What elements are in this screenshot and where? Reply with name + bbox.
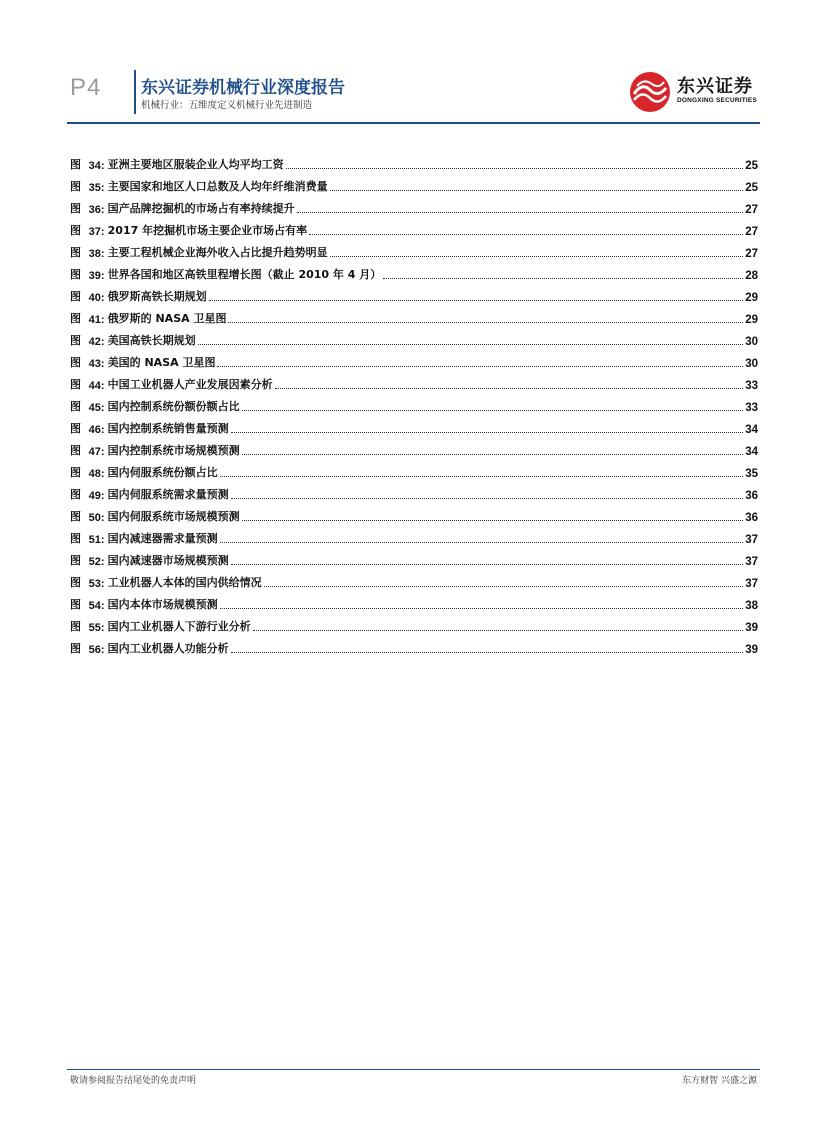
- toc-entry[interactable]: [70, 238, 758, 260]
- toc-page-number: 34: [745, 424, 758, 436]
- toc-entry[interactable]: [70, 480, 758, 502]
- toc-entry-title: 主要国家和地区人口总数及人均年纤维消费量: [107, 180, 328, 193]
- toc-dot-leader: [264, 585, 744, 587]
- toc-figure-number: 44:: [88, 380, 105, 392]
- toc-figure-number: 47:: [88, 446, 105, 458]
- toc-dot-leader: [286, 167, 744, 169]
- footer-rule: [67, 1069, 760, 1070]
- toc-page-number: 39: [745, 622, 758, 634]
- toc-entry[interactable]: [70, 172, 758, 194]
- toc-dot-leader: [309, 233, 743, 235]
- toc-entry-title: 国内减速器市场规模预测: [107, 554, 229, 567]
- toc-figure-number: 53:: [88, 578, 105, 590]
- toc-spacer: [81, 247, 89, 260]
- toc-prefix: 图: [70, 642, 81, 655]
- toc-figure-number: 38:: [88, 248, 105, 260]
- toc-spacer: [81, 335, 89, 348]
- toc-figure-number: 45:: [88, 402, 105, 414]
- toc-spacer: [81, 577, 89, 590]
- toc-figure-number: 52:: [88, 556, 105, 568]
- toc-dot-leader: [231, 497, 744, 499]
- toc-entry-title: 俄罗斯高铁长期规划: [107, 290, 207, 303]
- toc-entry[interactable]: [70, 392, 758, 414]
- toc-figure-number: 40:: [88, 292, 105, 304]
- toc-prefix: 图: [70, 554, 81, 567]
- toc-entry-title: 国内控制系统市场规模预测: [107, 444, 240, 457]
- toc-prefix: 图: [70, 488, 81, 501]
- toc-figure-number: 41:: [88, 314, 105, 326]
- toc-figure-number: 37:: [88, 226, 105, 238]
- toc-figure-number: 36:: [88, 204, 105, 216]
- toc-figure-number: 42:: [88, 336, 105, 348]
- page-header: [0, 0, 827, 130]
- toc-dot-leader: [220, 475, 744, 477]
- toc-entry[interactable]: [70, 326, 758, 348]
- toc-entry[interactable]: [70, 458, 758, 480]
- toc-prefix: 图: [70, 312, 81, 325]
- toc-entry[interactable]: [70, 216, 758, 238]
- toc-prefix: 图: [70, 400, 81, 413]
- toc-page-number: 34: [745, 446, 758, 458]
- toc-dot-leader: [297, 211, 744, 213]
- toc-entry[interactable]: [70, 260, 758, 282]
- toc-prefix: 图: [70, 422, 81, 435]
- toc-dot-leader: [383, 277, 743, 279]
- logo-en-text: DONGXING SECURITIES: [677, 97, 758, 104]
- toc-entry-title: 美国的 NASA 卫星图: [107, 356, 216, 369]
- toc-page-number: 30: [745, 358, 758, 370]
- toc-spacer: [81, 401, 89, 414]
- page-number: P4: [70, 74, 102, 101]
- toc-entry[interactable]: [70, 568, 758, 590]
- toc-page-number: 33: [745, 402, 758, 414]
- toc-figure-number: 35:: [88, 182, 105, 194]
- toc-entry-title: 工业机器人本体的国内供给情况: [107, 576, 262, 589]
- toc-spacer: [81, 467, 89, 480]
- toc-dot-leader: [231, 563, 744, 565]
- toc-spacer: [81, 621, 89, 634]
- toc-entry-title: 国内控制系统销售量预测: [107, 422, 229, 435]
- toc-spacer: [81, 423, 89, 436]
- toc-entry[interactable]: [70, 304, 758, 326]
- toc-entry[interactable]: [70, 634, 758, 656]
- toc-prefix: 图: [70, 576, 81, 589]
- toc-prefix: 图: [70, 532, 81, 545]
- toc-dot-leader: [242, 453, 744, 455]
- toc-page-number: 37: [745, 578, 758, 590]
- toc-prefix: 图: [70, 444, 81, 457]
- toc-prefix: 图: [70, 158, 81, 171]
- toc-dot-leader: [253, 629, 744, 631]
- toc-page-number: 38: [745, 600, 758, 612]
- toc-dot-leader: [228, 321, 743, 323]
- toc-entry[interactable]: [70, 590, 758, 612]
- toc-prefix: 图: [70, 202, 81, 215]
- toc-dot-leader: [220, 541, 744, 543]
- toc-entry[interactable]: [70, 370, 758, 392]
- toc-entry-title: 国内伺服系统市场规模预测: [107, 510, 240, 523]
- toc-prefix: 图: [70, 180, 81, 193]
- toc-entry-title: 美国高铁长期规划: [107, 334, 196, 347]
- toc-dot-leader: [275, 387, 744, 389]
- toc-prefix: 图: [70, 224, 81, 237]
- toc-prefix: 图: [70, 356, 81, 369]
- toc-prefix: 图: [70, 598, 81, 611]
- toc-figure-number: 51:: [88, 534, 105, 546]
- toc-prefix: 图: [70, 378, 81, 391]
- toc-entry-title: 俄罗斯的 NASA 卫星图: [107, 312, 227, 325]
- toc-spacer: [81, 379, 89, 392]
- toc-figure-number: 34:: [88, 160, 105, 172]
- toc-page-number: 37: [745, 556, 758, 568]
- toc-prefix: 图: [70, 510, 81, 523]
- report-title: 东兴证券机械行业深度报告: [141, 78, 345, 98]
- toc-dot-leader: [231, 431, 744, 433]
- toc-entry[interactable]: [70, 348, 758, 370]
- toc-prefix: 图: [70, 246, 81, 259]
- toc-figure-number: 50:: [88, 512, 105, 524]
- toc-entry[interactable]: [70, 502, 758, 524]
- toc-page-number: 36: [745, 512, 758, 524]
- logo-cn-text: 东兴证券: [677, 76, 753, 97]
- toc-page-number: 39: [745, 644, 758, 656]
- toc-spacer: [81, 555, 89, 568]
- toc-entry-title: 中国工业机器人产业发展因素分析: [107, 378, 273, 391]
- toc-figure-number: 48:: [88, 468, 105, 480]
- toc-dot-leader: [242, 519, 744, 521]
- header-divider: [134, 70, 136, 114]
- toc-spacer: [81, 291, 89, 304]
- toc-spacer: [81, 181, 89, 194]
- toc-spacer: [81, 159, 89, 172]
- toc-prefix: 图: [70, 290, 81, 303]
- footer-disclaimer: 敬请参阅报告结尾处的免责声明: [70, 1076, 197, 1086]
- toc-spacer: [81, 533, 89, 546]
- header-rule: [67, 122, 760, 124]
- toc-entry[interactable]: [70, 282, 758, 304]
- toc-page-number: 29: [745, 314, 758, 326]
- toc-prefix: 图: [70, 620, 81, 633]
- toc-figure-number: 46:: [88, 424, 105, 436]
- toc-entry-title: 国内伺服系统份额占比: [107, 466, 218, 479]
- toc-page-number: 28: [745, 270, 758, 282]
- toc-dot-leader: [220, 607, 744, 609]
- toc-spacer: [81, 313, 89, 326]
- toc-page-number: 27: [745, 248, 758, 260]
- toc-prefix: 图: [70, 334, 81, 347]
- toc-entry-title: 国产品牌挖掘机的市场占有率持续提升: [107, 202, 295, 215]
- toc-prefix: 图: [70, 466, 81, 479]
- toc-entry-title: 世界各国和地区高铁里程增长图（截止 2010 年 4 月）: [107, 268, 382, 281]
- toc-page-number: 33: [745, 380, 758, 392]
- toc-page-number: 27: [745, 204, 758, 216]
- toc-figure-number: 55:: [88, 622, 105, 634]
- toc-page-number: 36: [745, 490, 758, 502]
- toc-dot-leader: [242, 409, 744, 411]
- toc-spacer: [81, 599, 89, 612]
- toc-spacer: [81, 445, 89, 458]
- toc-dot-leader: [198, 343, 744, 345]
- toc-page-number: 25: [745, 160, 758, 172]
- toc-spacer: [81, 357, 89, 370]
- toc-spacer: [81, 643, 89, 656]
- toc-page-number: 27: [745, 226, 758, 238]
- toc-dot-leader: [330, 189, 744, 191]
- toc-spacer: [81, 269, 89, 282]
- toc-dot-leader: [330, 255, 744, 257]
- toc-page-number: 35: [745, 468, 758, 480]
- toc-entry-title: 国内减速器需求量预测: [107, 532, 218, 545]
- toc-figure-number: 54:: [88, 600, 105, 612]
- toc-entry-title: 国内控制系统份额份额占比: [107, 400, 240, 413]
- toc-page-number: 25: [745, 182, 758, 194]
- toc-page-number: 37: [745, 534, 758, 546]
- toc-entry-title: 国内工业机器人下游行业分析: [107, 620, 251, 633]
- toc-entry-title: 2017 年挖掘机市场主要企业市场占有率: [107, 224, 308, 237]
- toc-entry[interactable]: [70, 436, 758, 458]
- toc-entry[interactable]: [70, 414, 758, 436]
- toc-spacer: [81, 203, 89, 216]
- toc-entry-title: 国内本体市场规模预测: [107, 598, 218, 611]
- toc-figure-number: 43:: [88, 358, 105, 370]
- toc-spacer: [81, 511, 89, 524]
- toc-figure-number: 56:: [88, 644, 105, 656]
- toc-entry-title: 国内伺服系统需求量预测: [107, 488, 229, 501]
- toc-spacer: [81, 489, 89, 502]
- toc-entry-title: 亚洲主要地区服装企业人均平均工资: [107, 158, 284, 171]
- toc-entry-title: 国内工业机器人功能分析: [107, 642, 229, 655]
- toc-dot-leader: [231, 651, 744, 653]
- toc-figure-number: 39:: [88, 270, 105, 282]
- toc-spacer: [81, 225, 89, 238]
- figure-list: [70, 150, 758, 656]
- toc-entry[interactable]: [70, 546, 758, 568]
- footer-slogan: 东方财智 兴盛之源: [682, 1076, 757, 1086]
- toc-entry-title: 主要工程机械企业海外收入占比提升趋势明显: [107, 246, 328, 259]
- toc-entry[interactable]: [70, 612, 758, 634]
- toc-page-number: 29: [745, 292, 758, 304]
- toc-figure-number: 49:: [88, 490, 105, 502]
- toc-entry[interactable]: [70, 194, 758, 216]
- toc-prefix: 图: [70, 268, 81, 281]
- toc-entry[interactable]: [70, 150, 758, 172]
- toc-dot-leader: [217, 365, 743, 367]
- report-subtitle: 机械行业：五维度定义机械行业先进制造: [141, 100, 313, 111]
- toc-entry[interactable]: [70, 524, 758, 546]
- toc-dot-leader: [209, 299, 744, 301]
- toc-page-number: 30: [745, 336, 758, 348]
